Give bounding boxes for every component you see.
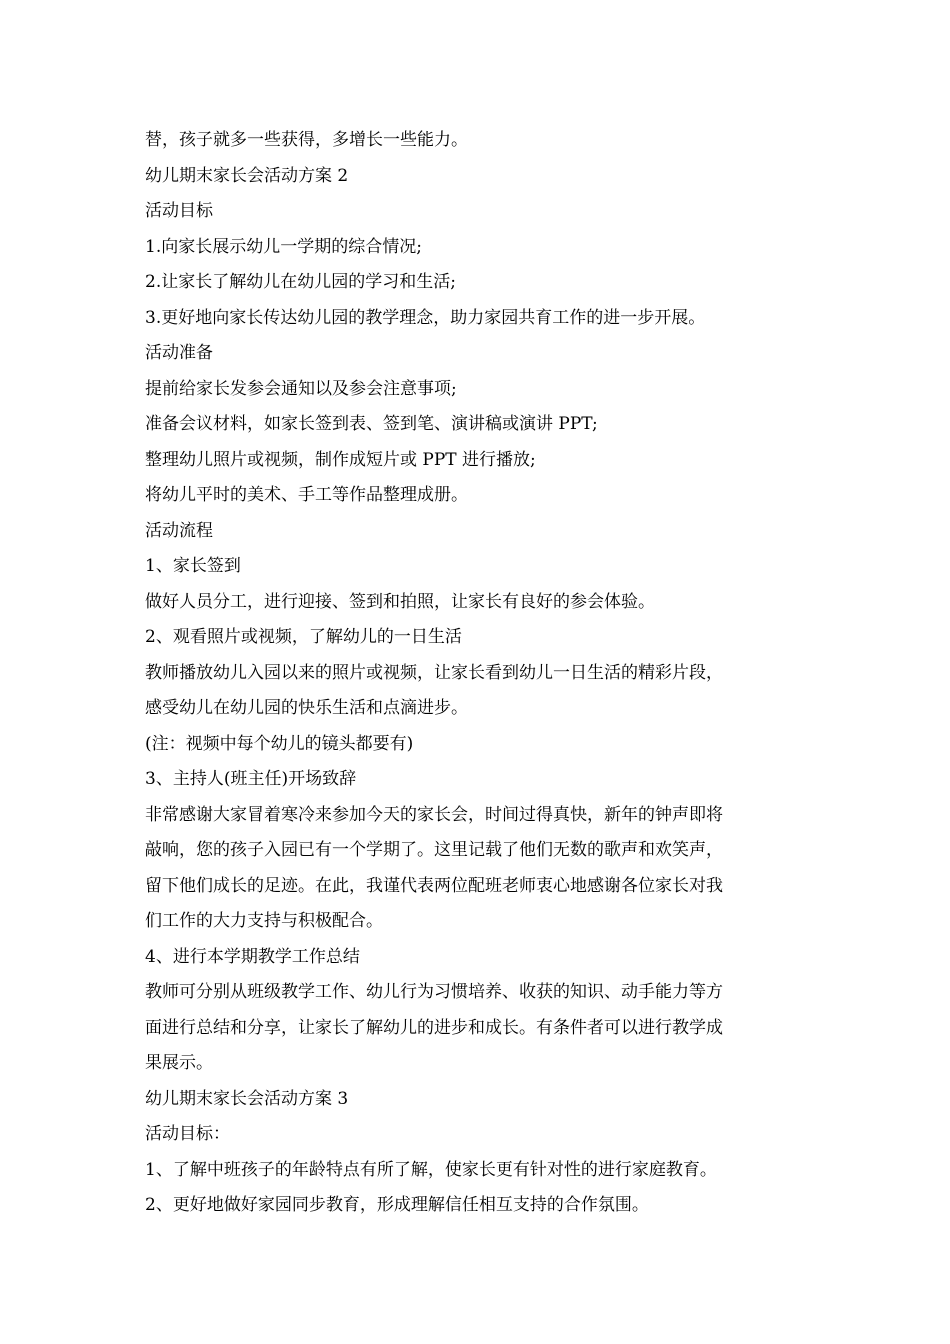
text-line: 3.更好地向家长传达幼儿园的教学理念，助力家园共育工作的进一步开展。 [145, 307, 706, 328]
step-heading: 4、进行本学期教学工作总结 [145, 946, 360, 967]
subsection-heading: 活动流程 [145, 520, 213, 541]
section-heading: 幼儿期末家长会活动方案 3 [145, 1088, 349, 1109]
text-line: 1、了解中班孩子的年龄特点有所了解，使家长更有针对性的进行家庭教育。 [145, 1159, 717, 1180]
note-line: (注：视频中每个幼儿的镜头都要有) [145, 733, 414, 754]
text-line: 将幼儿平时的美术、手工等作品整理成册。 [145, 485, 468, 505]
section-heading: 幼儿期末家长会活动方案 2 [145, 165, 349, 186]
text-line: 非常感谢大家冒着寒冷来参加今天的家长会，时间过得真快，新年的钟声即将 [145, 804, 723, 825]
subsection-heading: 活动目标 [145, 201, 213, 221]
text-line: 替，孩子就多一些获得，多增长一些能力。 [145, 130, 468, 150]
text-line: 1.向家长展示幼儿一学期的综合情况; [145, 236, 422, 257]
subsection-heading: 活动目标： [145, 1124, 230, 1144]
step-heading: 1、家长签到 [145, 556, 241, 576]
text-line: 做好人员分工，进行迎接、签到和拍照，让家长有良好的参会体验。 [145, 591, 655, 612]
text-line: 提前给家长发参会通知以及参会注意事项; [145, 378, 457, 399]
text-line: 们工作的大力支持与积极配合。 [145, 911, 383, 931]
text-line: 果展示。 [145, 1053, 213, 1073]
text-line: 2.让家长了解幼儿在幼儿园的学习和生活; [145, 272, 456, 292]
text-line: 面进行总结和分享，让家长了解幼儿的进步和成长。有条件者可以进行教学成 [145, 1017, 723, 1038]
text-line: 教师播放幼儿入园以来的照片或视频，让家长看到幼儿一日生活的精彩片段， [145, 662, 723, 683]
subsection-heading: 活动准备 [145, 343, 213, 363]
text-line: 敲响，您的孩子入园已有一个学期了。这里记载了他们无数的歌声和欢笑声， [145, 840, 723, 860]
text-line: 2、更好地做好家园同步教育，形成理解信任相互支持的合作氛围。 [145, 1195, 649, 1215]
step-heading: 3、主持人(班主任)开场致辞 [145, 769, 357, 789]
step-heading: 2、观看照片或视频，了解幼儿的一日生活 [145, 627, 462, 647]
text-line: 留下他们成长的足迹。在此，我谨代表两位配班老师衷心地感谢各位家长对我 [145, 875, 723, 896]
text-line: 感受幼儿在幼儿园的快乐生活和点滴进步。 [145, 698, 468, 718]
text-line: 整理幼儿照片或视频，制作成短片或 PPT 进行播放; [145, 449, 536, 470]
text-line: 准备会议材料，如家长签到表、签到笔、演讲稿或演讲 PPT; [145, 414, 598, 434]
text-line: 教师可分别从班级教学工作、幼儿行为习惯培养、收获的知识、动手能力等方 [145, 982, 723, 1002]
document-page [145, 123, 813, 1224]
